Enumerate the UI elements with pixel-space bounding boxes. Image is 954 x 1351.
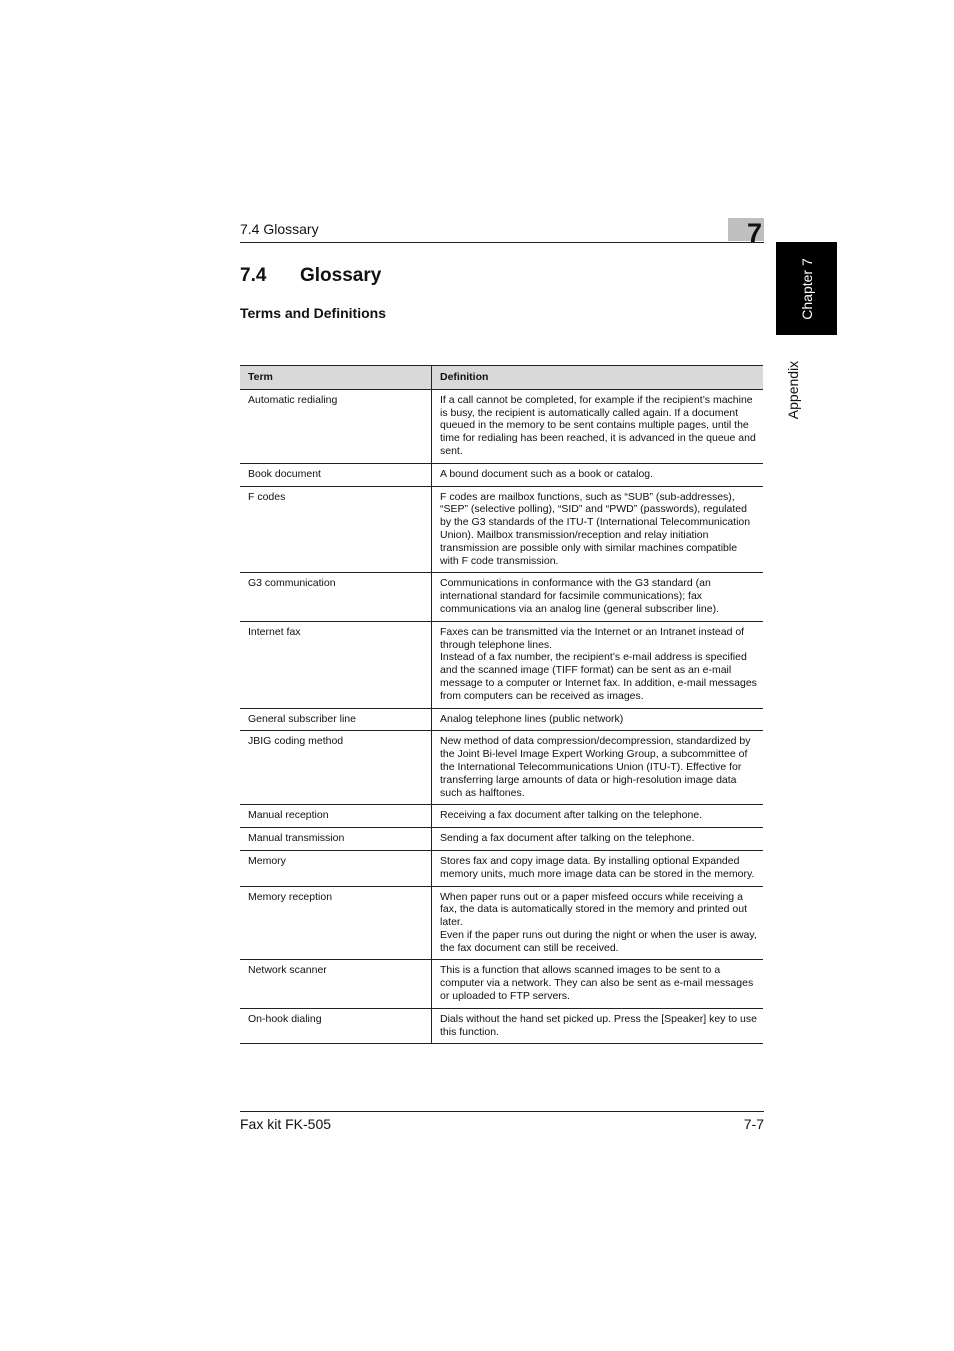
glossary-body (240, 389, 763, 1044)
definition-cell: Analog telephone lines (public network) (432, 708, 764, 731)
appendix-side-tab (776, 345, 809, 435)
term-cell: Manual reception (240, 805, 432, 828)
table-row (240, 828, 763, 851)
page-footer (240, 1111, 764, 1134)
header-term: Term (240, 366, 432, 390)
table-row (240, 708, 763, 731)
section-heading (240, 265, 381, 287)
definition-cell: Receiving a fax document after talking on the telephone. (432, 805, 764, 828)
chapter-side-tab (776, 242, 837, 335)
definition-cell: If a call cannot be completed, for example if the recipient’s machine is busy, the recipient is automatically called again. If a document queued in the memory to be sent contains multiple pages, until the time for redialing has been reached, it is advanced in the queue and sent. (432, 389, 764, 463)
definition-cell: Dials without the hand set picked up. Press the [Speaker] key to use this function. (432, 1008, 764, 1044)
term-cell: Internet fax (240, 621, 432, 708)
table-row (240, 621, 763, 708)
footer-page-number: 7-7 (743, 1116, 764, 1132)
table-row (240, 389, 763, 463)
running-header (240, 218, 764, 248)
chapter-side-tab-label: Chapter 7 (798, 257, 815, 320)
glossary-table (240, 365, 763, 1044)
term-cell: Manual transmission (240, 828, 432, 851)
header-definition: Definition (432, 366, 764, 390)
table-row (240, 886, 763, 960)
term-cell: General subscriber line (240, 708, 432, 731)
definition-cell: This is a function that allows scanned images to be sent to a computer via a network. They can also be sent as e-mail messages or uploaded to FTP servers. (432, 960, 764, 1008)
term-cell: G3 communication (240, 573, 432, 621)
definition-cell: Communications in conformance with the G3 standard (an international standard for facsimile communications); fax communications via an analog line (general subscriber line). (432, 573, 764, 621)
definition-cell: Faxes can be transmitted via the Internet or an Intranet instead of through telephone lines. Instead of a fax number, the recipient’s e-mail address is specified and the scanned image (TIFF format) can be sent as an e-mail message to a computer or Internet fax. In addition, e-mail messages from computers can be received as images. (432, 621, 764, 708)
definition-cell: F codes are mailbox functions, such as “SUB” (sub-addresses), “SEP” (selective polling), “SID” and “PWD” (passwords), regulated by the G3 standards of the ITU-T (International Telecommunication Union). Mailbox transmission/reception and relay initiation transmission are possible only with similar machines compatible with F code transmission. (432, 486, 764, 573)
term-cell: Memory reception (240, 886, 432, 960)
term-cell: On-hook dialing (240, 1008, 432, 1044)
running-title: 7.4 Glossary (240, 221, 319, 237)
table-row (240, 463, 763, 486)
term-cell: Network scanner (240, 960, 432, 1008)
definition-cell: New method of data compression/decompression, standardized by the Joint Bi-level Image Expert Working Group, a subcommittee of the International Telecommunications Union (ITU-T). Effective for transferring large amounts of data or high-resolution image data such as halftones. (432, 731, 764, 805)
table-row (240, 731, 763, 805)
term-cell: F codes (240, 486, 432, 573)
table-header-row (240, 366, 763, 390)
definition-cell: Sending a fax document after talking on the telephone. (432, 828, 764, 851)
term-cell: Book document (240, 463, 432, 486)
section-number: 7.4 (240, 265, 267, 286)
table-row (240, 1008, 763, 1044)
chapter-number-badge: 7 (728, 218, 764, 241)
term-cell: Automatic redialing (240, 389, 432, 463)
section-title: Glossary (300, 265, 382, 286)
footer-product: Fax kit FK-505 (240, 1116, 332, 1132)
table-row (240, 805, 763, 828)
definition-cell: A bound document such as a book or catalog. (432, 463, 764, 486)
table-row (240, 486, 763, 573)
table-row (240, 960, 763, 1008)
term-cell: JBIG coding method (240, 731, 432, 805)
table-row (240, 573, 763, 621)
table-row (240, 850, 763, 886)
appendix-side-tab-label: Appendix (784, 360, 801, 420)
definition-cell: When paper runs out or a paper misfeed occurs while receiving a fax, the data is automatically stored in the memory and printed out later. Even if the paper runs out during the night or when the user is away, the fax document can still be received. (432, 886, 764, 960)
term-cell: Memory (240, 850, 432, 886)
definition-cell: Stores fax and copy image data. By installing optional Expanded memory units, much more image data can be stored in the memory. (432, 850, 764, 886)
subsection-heading: Terms and Definitions (240, 305, 386, 321)
